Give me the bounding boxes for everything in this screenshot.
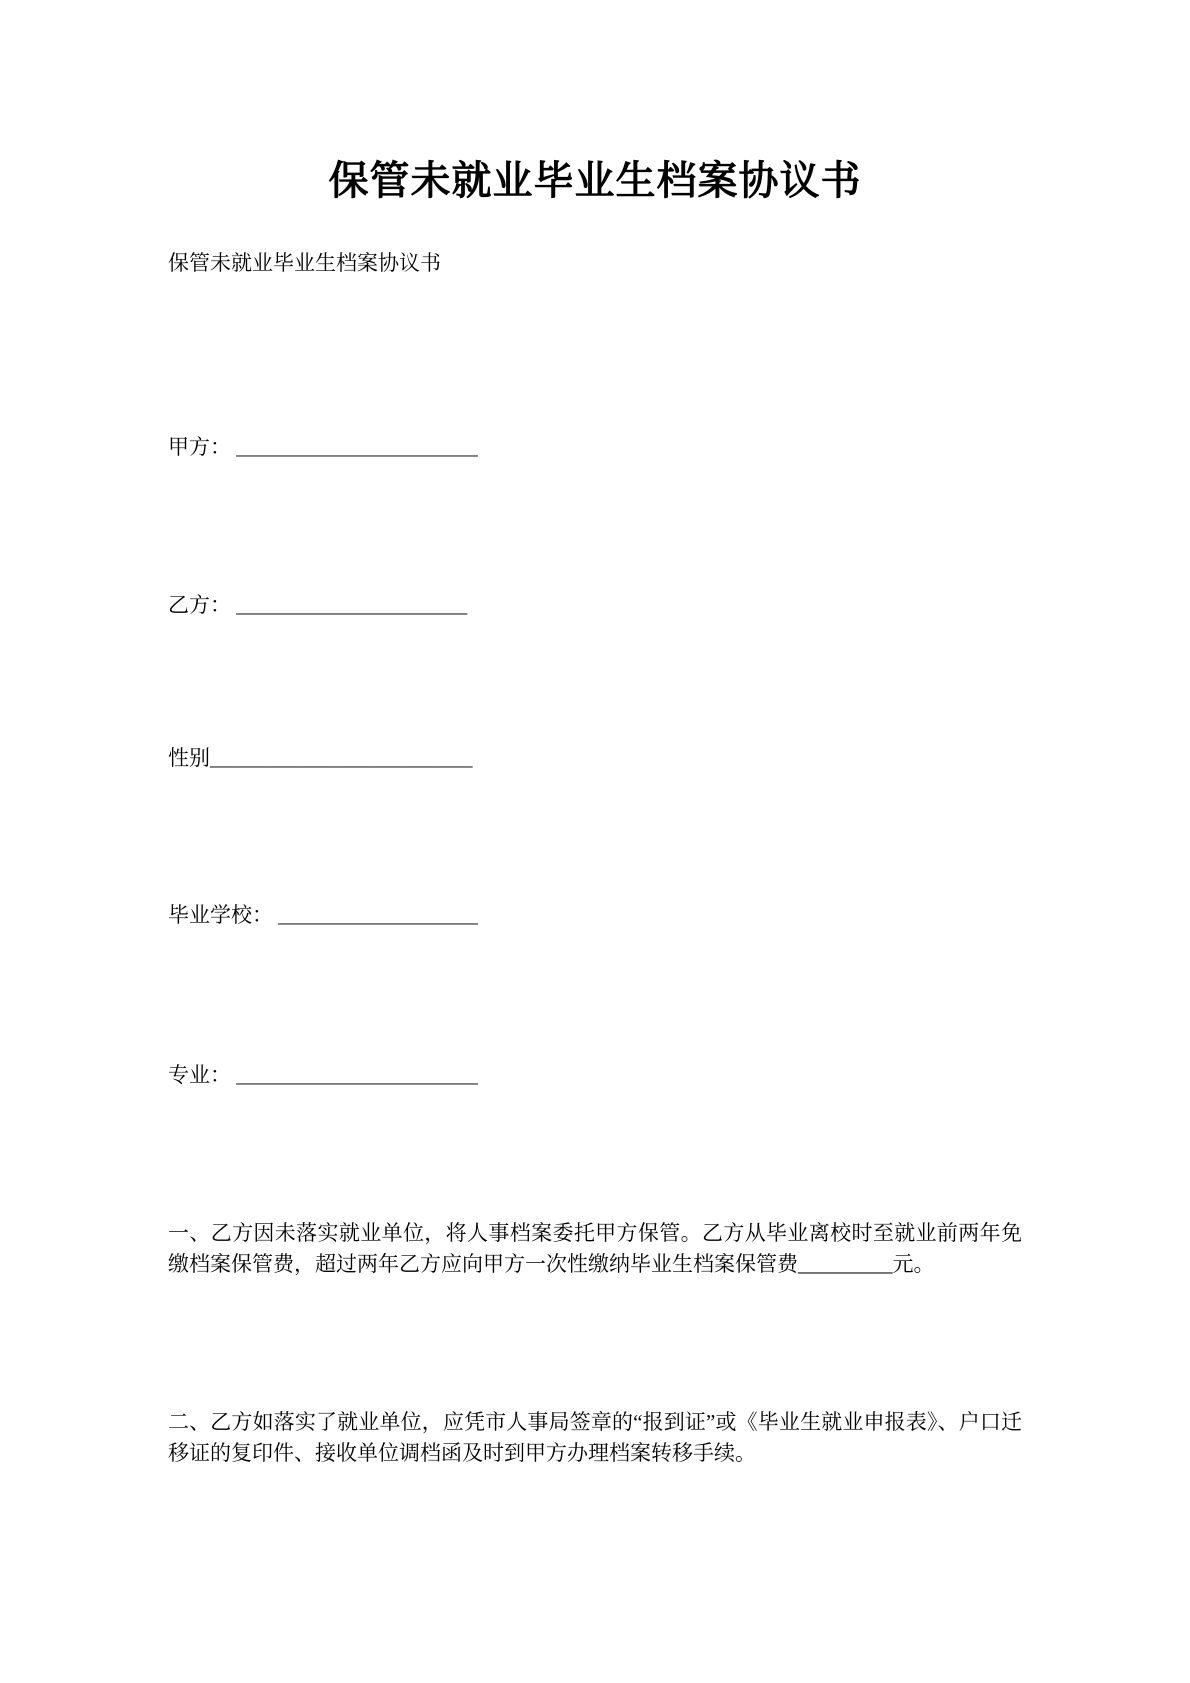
document-title: 保管未就业毕业生档案协议书 [328,159,862,203]
field-party-a-label: 甲方： [168,435,231,459]
document-subtitle: 保管未就业毕业生档案协议书 [168,251,441,275]
field-graduation-school-blank: ___________________ [273,903,478,927]
field-major-blank: _______________________ [231,1063,478,1087]
field-gender [168,743,1022,774]
clause-1: 一、乙方因未落实就业单位，将人事档案委托甲方保管。乙方从毕业离校时至就业前两年免缴档案保管费，超过两年乙方应向甲方一次性缴纳毕业生档案保管费_________元。 [168,1221,1022,1276]
field-party-b [168,590,1022,621]
field-gender-label: 性别 [168,746,210,770]
field-graduation-school [168,900,1022,931]
field-party-a-blank: _______________________ [231,435,478,459]
field-major [168,1060,1022,1091]
field-party-b-label: 乙方： [168,593,231,617]
field-graduation-school-label: 毕业学校： [168,903,273,927]
field-party-b-blank: ______________________ [231,593,468,617]
field-gender-blank: _________________________ [210,746,473,770]
field-party-a [168,432,1022,463]
clause-2: 二、乙方如落实了就业单位，应凭市人事局签章的“报到证”或《毕业生就业申报表》、户口迁移证的复印件、接收单位调档函及时到甲方办理档案转移手续。 [168,1410,1022,1465]
field-major-label: 专业： [168,1063,231,1087]
